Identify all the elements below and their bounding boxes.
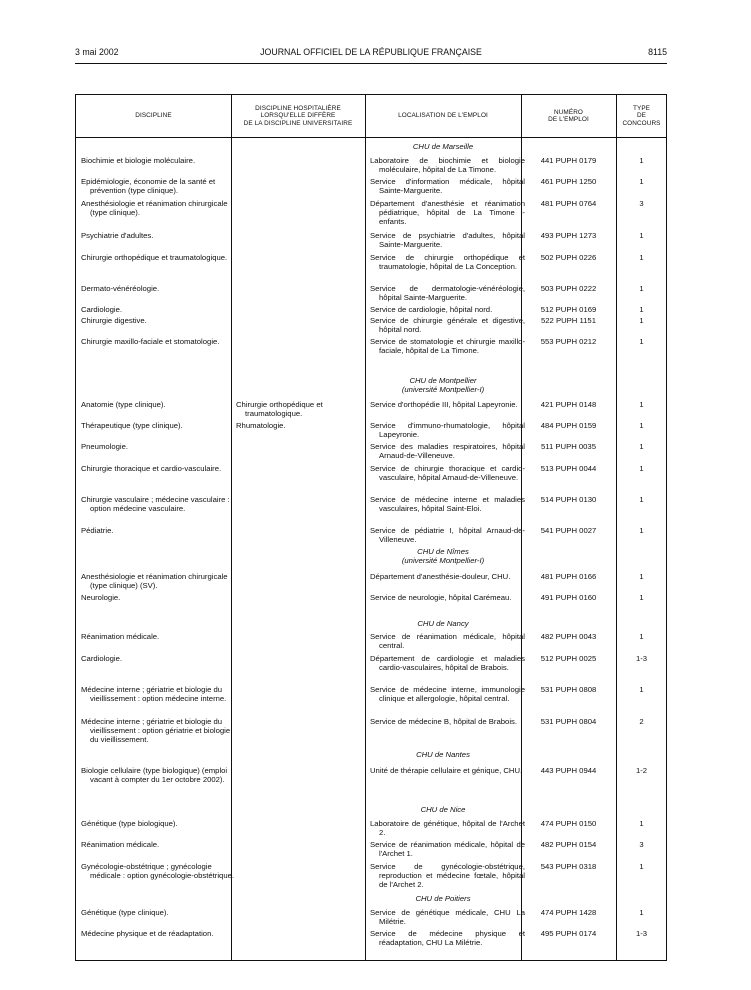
cell-type: 1 xyxy=(639,908,644,917)
cell-discipline: Gynécologie-obstétrique ; gynécologie médicale : option gynécologie-obstétrique. xyxy=(81,862,235,880)
section-subtitle: (université Montpellier-I) xyxy=(401,384,485,394)
section-title: CHU de Nancy xyxy=(417,619,469,628)
cell-numero: 474 PUPH 1428 xyxy=(540,908,597,917)
cell-localisation: Département d'anesthésie-douleur, CHU. xyxy=(370,572,511,581)
cell-discipline: Pneumologie. xyxy=(81,442,129,451)
cell-type: 1 xyxy=(639,685,644,694)
section-title: CHU de Marseille xyxy=(412,142,474,151)
running-header xyxy=(75,47,667,61)
cell-localisation: Service des maladies respiratoires, hôpital Arnaud-de-Villeneuve. xyxy=(370,442,525,460)
cell-localisation: Service de psychiatrie d'adultes, hôpital Sainte-Marguerite. xyxy=(370,231,525,249)
cell-numero: 512 PUPH 0169 xyxy=(540,305,597,314)
cell-localisation: Service d'immuno-rhumatologie, hôpital Lapeyronie. xyxy=(370,421,525,439)
cell-localisation: Service de médecine interne et maladies vasculaires, hôpital Saint-Eloi. xyxy=(370,495,525,513)
section-subtitle: (université Montpellier-I) xyxy=(401,555,485,565)
column-divider xyxy=(365,95,366,960)
cell-localisation: Service de neurologie, hôpital Carémeau. xyxy=(370,593,512,602)
cell-numero: 482 PUPH 0154 xyxy=(540,840,597,849)
cell-numero: 522 PUPH 1151 xyxy=(541,316,596,325)
column-header-discipline: DISCIPLINE xyxy=(135,112,172,120)
cell-numero: 482 PUPH 0043 xyxy=(540,632,597,641)
cell-discipline: Réanimation médicale. xyxy=(81,840,160,849)
section-heading xyxy=(365,620,521,629)
cell-type: 3 xyxy=(639,199,644,208)
cell-numero: 502 PUPH 0226 xyxy=(540,253,597,262)
cell-numero: 553 PUPH 0212 xyxy=(540,337,597,346)
cell-numero: 511 PUPH 0035 xyxy=(541,442,596,451)
cell-localisation: Service de chirurgie thoracique et cardio-vasculaire, hôpital Arnaud-de-Villeneuve. xyxy=(370,464,525,482)
cell-type: 1 xyxy=(639,316,644,325)
cell-type: 1 xyxy=(639,253,644,262)
cell-localisation: Département d'anesthésie et réanimation pédiatrique, hôpital de La Timone - enfants. xyxy=(370,199,525,226)
cell-localisation: Service de réanimation médicale, hôpital de l'Archet 1. xyxy=(370,840,525,858)
cell-type: 1 xyxy=(639,526,644,535)
cell-type: 1-3 xyxy=(635,654,648,663)
cell-discipline: Epidémiologie, économie de la santé et prévention (type clinique). xyxy=(81,177,216,195)
cell-localisation: Laboratoire de génétique, hôpital de l'Archet 2. xyxy=(370,819,525,837)
cell-numero: 531 PUPH 0808 xyxy=(540,685,597,694)
cell-localisation: Service de génétique médicale, CHU La Milétrie. xyxy=(370,908,525,926)
section-heading xyxy=(365,895,521,904)
cell-type: 1 xyxy=(639,632,644,641)
cell-type: 1 xyxy=(639,284,644,293)
cell-type: 1-2 xyxy=(635,766,648,775)
header-page-number: 8115 xyxy=(648,47,667,57)
cell-localisation: Service de stomatologie et chirurgie maxillo-faciale, hôpital de La Timone. xyxy=(370,337,525,355)
cell-localisation: Service de cardiologie, hôpital nord. xyxy=(370,305,493,314)
column-header-numero: NUMÉRO DE L'EMPLOI xyxy=(548,108,589,123)
cell-localisation: Service de médecine physique et réadaptation, CHU La Milétrie. xyxy=(370,929,525,947)
section-title: CHU de Poitiers xyxy=(415,894,471,903)
cell-discipline: Réanimation médicale. xyxy=(81,632,160,641)
cell-numero: 461 PUPH 1250 xyxy=(540,177,597,186)
cell-localisation: Service de gynécologie-obstétrique, reproduction et médecine fœtale, hôpital de l'Archet 2. xyxy=(370,862,525,889)
cell-discipline: Anatomie (type clinique). xyxy=(81,400,166,409)
cell-type: 3 xyxy=(639,840,644,849)
section-heading xyxy=(365,548,521,566)
cell-type: 1 xyxy=(639,177,644,186)
cell-discipline: Chirurgie digestive. xyxy=(81,316,147,325)
cell-type: 1 xyxy=(639,442,644,451)
cell-type: 1 xyxy=(639,231,644,240)
cell-numero: 474 PUPH 0150 xyxy=(540,819,597,828)
cell-localisation: Service de dermatologie-vénéréologie, hôpital Sainte-Marguerite. xyxy=(370,284,525,302)
header-rule xyxy=(75,63,667,64)
cell-discipline: Cardiologie. xyxy=(81,654,123,663)
header-title: JOURNAL OFFICIEL DE LA RÉPUBLIQUE FRANÇAISE xyxy=(260,47,482,57)
cell-type: 1 xyxy=(639,464,644,473)
cell-discipline: Génétique (type clinique). xyxy=(81,908,169,917)
cell-discipline: Chirurgie thoracique et cardio-vasculaire. xyxy=(81,464,222,473)
cell-type: 1 xyxy=(639,572,644,581)
cell-numero: 481 PUPH 0166 xyxy=(540,572,597,581)
cell-type: 1 xyxy=(639,421,644,430)
header-separator xyxy=(76,137,666,138)
cell-discipline: Pédiatrie. xyxy=(81,526,114,535)
cell-numero: 514 PUPH 0130 xyxy=(540,495,597,504)
header-date: 3 mai 2002 xyxy=(75,47,119,57)
cell-type: 1-3 xyxy=(635,929,648,938)
cell-localisation: Service d'orthopédie III, hôpital Lapeyronie. xyxy=(370,400,518,409)
cell-numero: 495 PUPH 0174 xyxy=(540,929,597,938)
column-header-hospitaliere: DISCIPLINE HOSPITALIÈRE LORSQU'ELLE DIFFÈRE DE LA DISCIPLINE UNIVERSITAIRE xyxy=(243,104,353,127)
section-heading xyxy=(365,751,521,760)
cell-numero: 484 PUPH 0159 xyxy=(540,421,597,430)
cell-type: 1 xyxy=(639,400,644,409)
cell-localisation: Service d'information médicale, hôpital Sainte-Marguerite. xyxy=(370,177,525,195)
cell-type: 1 xyxy=(639,819,644,828)
cell-discipline: Thérapeutique (type clinique). xyxy=(81,421,183,430)
section-title: CHU de Nantes xyxy=(416,750,470,759)
cell-localisation: Département de cardiologie et maladies cardio-vasculaires, hôpital de Brabois. xyxy=(370,654,525,672)
cell-type: 1 xyxy=(639,593,644,602)
section-heading xyxy=(365,143,521,152)
cell-numero: 541 PUPH 0027 xyxy=(540,526,597,535)
section-heading xyxy=(365,806,521,815)
cell-localisation: Service de chirurgie générale et digestive, hôpital nord. xyxy=(370,316,525,334)
cell-discipline: Anesthésiologie et réanimation chirurgicale (type clinique). xyxy=(81,199,228,217)
section-title: CHU de Nice xyxy=(420,805,466,814)
cell-discipline: Neurologie. xyxy=(81,593,121,602)
cell-hospitaliere: Chirurgie orthopédique et traumatologique. xyxy=(236,400,323,418)
cell-type: 1 xyxy=(639,862,644,871)
cell-localisation: Service de médecine interne, immunologie clinique et allergologie, hôpital central. xyxy=(370,685,525,703)
cell-localisation: Service de médecine B, hôpital de Brabois. xyxy=(370,717,518,726)
cell-numero: 441 PUPH 0179 xyxy=(540,156,597,165)
cell-localisation: Service de chirurgie orthopédique et traumatologie, hôpital de La Conception. xyxy=(370,253,525,271)
cell-discipline: Biochimie et biologie moléculaire. xyxy=(81,156,196,165)
cell-localisation: Service de réanimation médicale, hôpital central. xyxy=(370,632,525,650)
cell-numero: 481 PUPH 0764 xyxy=(540,199,597,208)
cell-type: 1 xyxy=(639,337,644,346)
cell-type: 1 xyxy=(639,156,644,165)
cell-type: 1 xyxy=(639,305,644,314)
column-header-localisation: LOCALISATION DE L'EMPLOI xyxy=(398,112,488,120)
cell-discipline: Biologie cellulaire (type biologique) (emploi vacant à compter du 1er octobre 2002). xyxy=(81,766,228,784)
cell-numero: 493 PUPH 1273 xyxy=(540,231,597,240)
cell-discipline: Chirurgie maxillo-faciale et stomatologie. xyxy=(81,337,220,346)
cell-numero: 512 PUPH 0025 xyxy=(540,654,597,663)
cell-numero: 513 PUPH 0044 xyxy=(540,464,597,473)
cell-discipline: Médecine physique et de réadaptation. xyxy=(81,929,214,938)
cell-localisation: Service de pédiatrie I, hôpital Arnaud-de-Villeneuve. xyxy=(370,526,525,544)
cell-numero: 543 PUPH 0318 xyxy=(540,862,597,871)
cell-discipline: Chirurgie orthopédique et traumatologique. xyxy=(81,253,228,262)
cell-discipline: Psychiatrie d'adultes. xyxy=(81,231,154,240)
cell-numero: 531 PUPH 0804 xyxy=(540,717,597,726)
cell-numero: 421 PUPH 0148 xyxy=(540,400,597,409)
cell-discipline: Génétique (type biologique). xyxy=(81,819,178,828)
cell-discipline: Cardiologie. xyxy=(81,305,123,314)
section-title: CHU de Montpellier xyxy=(409,376,477,385)
cell-discipline: Chirurgie vasculaire ; médecine vasculaire : option médecine vasculaire. xyxy=(81,495,230,513)
section-heading xyxy=(365,377,521,395)
cell-type: 1 xyxy=(639,495,644,504)
cell-localisation: Laboratoire de biochimie et biologie moléculaire, hôpital de La Timone. xyxy=(370,156,525,174)
section-title: CHU de Nîmes xyxy=(417,547,469,556)
cell-numero: 491 PUPH 0160 xyxy=(540,593,597,602)
cell-localisation: Unité de thérapie cellulaire et génique, CHU. xyxy=(370,766,523,775)
cell-discipline: Anesthésiologie et réanimation chirurgicale (type clinique) (SV). xyxy=(81,572,228,590)
column-header-type: TYPE DE CONCOURS xyxy=(622,104,661,127)
cell-type: 2 xyxy=(639,717,644,726)
cell-discipline: Médecine interne ; gériatrie et biologie du vieillissement : option gériatrie et biologie du vieillissement. xyxy=(81,717,231,744)
cell-numero: 503 PUPH 0222 xyxy=(540,284,597,293)
cell-hospitaliere: Rhumatologie. xyxy=(236,421,286,430)
cell-discipline: Médecine interne ; gériatrie et biologie du vieillissement : option médecine interne. xyxy=(81,685,227,703)
positions-table xyxy=(75,94,667,961)
cell-discipline: Dermato-vénéréologie. xyxy=(81,284,160,293)
cell-numero: 443 PUPH 0944 xyxy=(540,766,597,775)
